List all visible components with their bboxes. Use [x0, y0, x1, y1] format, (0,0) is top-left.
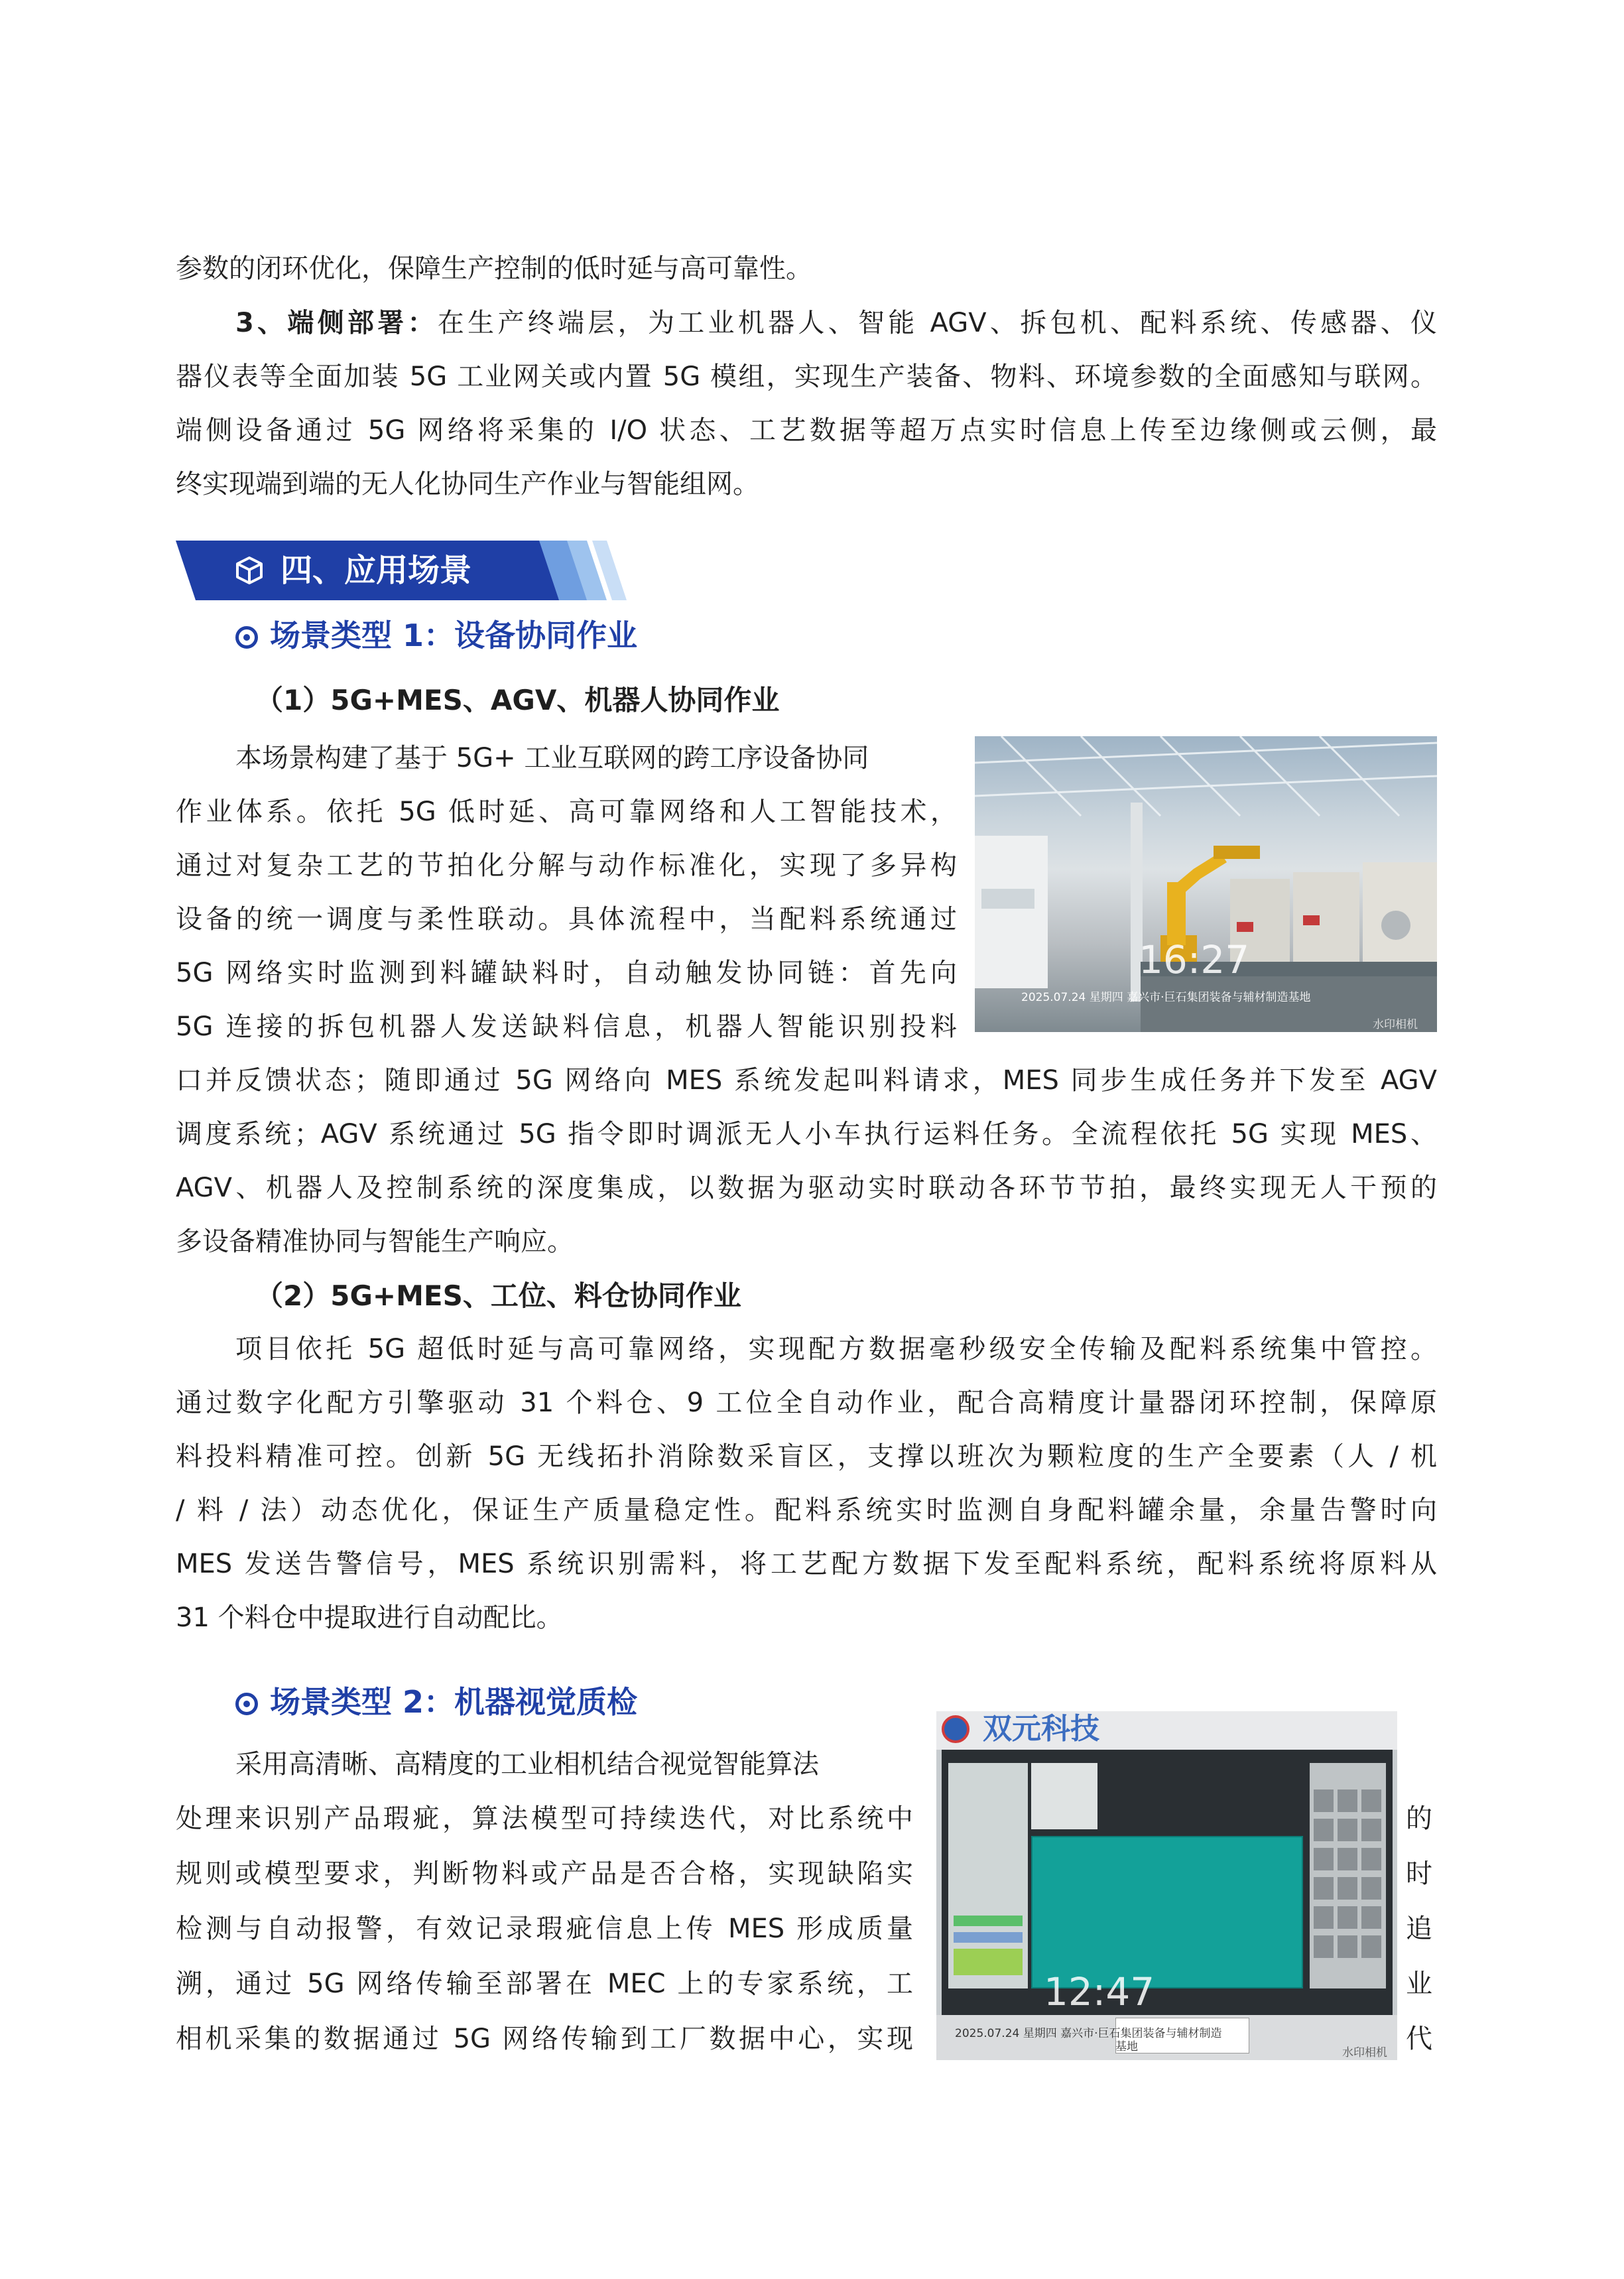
scene-1-para-1-line-7: 口并反馈状态；随即通过 5G 网络向 MES 系统发起叫料请求，MES 同步生成任务并下发至 AGV: [176, 1065, 1437, 1096]
intro-line-2: 器仪表等全面加装 5G 工业网关或内置 5G 模组，实现生产装备、物料、环境参数的全面感知与联网。: [176, 361, 1437, 392]
scene-1-para-1-line-5: 5G 网络实时监测到料罐缺料时，自动触发协同链：首先向: [176, 958, 957, 988]
scene-1-para-2-line-1: 项目依托 5G 超低时延与高可靠网络，实现配方数据毫秒级安全传输及配料系统集中管控。: [235, 1334, 1437, 1364]
monitor-info-panel: [1031, 1763, 1097, 1829]
scene-2-line-4: 检测与自动报警，有效记录瑕疵信息上传 MES 形成质量: [176, 1914, 913, 1944]
scene-1-para-1-line-10: 多设备精准协同与智能生产响应。: [176, 1226, 574, 1257]
scene-1-para-1-line-6: 5G 连接的拆包机器人发送缺料信息，机器人智能识别投料: [176, 1011, 957, 1042]
intro-item-3-text: 在生产终端层，为工业机器人、智能 AGV、拆包机、配料系统、传感器、仪: [437, 308, 1437, 338]
photo-2-clock: 12:47: [1044, 1969, 1155, 2014]
scene-1-para-2-line-3: 料投料精准可控。创新 5G 无线拓扑消除数采盲区，支撑以班次为颗粒度的生产全要素（人 / 机: [176, 1441, 1437, 1472]
robot-workshop-scene: [975, 736, 1437, 1032]
intro-item-3-label: 3、端侧部署：: [235, 308, 438, 338]
scene-2-line-2-end: 的: [1406, 1803, 1432, 1834]
scene-2-line-6-end: 代: [1406, 2024, 1432, 2054]
scene-2-line-5: 溯，通过 5G 网络传输至部署在 MEC 上的专家系统，工: [176, 1969, 913, 1999]
photo-2-watermark: 水印相机: [1342, 2046, 1387, 2059]
photo-1-watermark: 水印相机: [1373, 1018, 1418, 1031]
scene-1-title: [235, 617, 637, 654]
scene-2-line-2: 处理来识别产品瑕疵，算法模型可持续迭代，对比系统中: [176, 1803, 913, 1834]
scene-1-para-1-line-1: 本场景构建了基于 5G+ 工业互联网的跨工序设备协同: [235, 743, 869, 773]
scene-1-title-text: 场景类型 1：设备协同作业: [270, 618, 638, 653]
scene-1-para-2-line-5: MES 发送告警信号，MES 系统识别需料，将工艺配方数据下发至配料系统，配料系统将原料从: [176, 1549, 1437, 1579]
scene-1-para-2-line-2: 通过数字化配方引擎驱动 31 个料仓、9 工位全自动作业，配合高精度计量器闭环控制，保障原: [176, 1388, 1437, 1418]
scene-2-line-6: 相机采集的数据通过 5G 网络传输到工厂数据中心，实现: [176, 2024, 913, 2054]
cube-icon: [234, 555, 265, 586]
photo-2-caption-line-1: 2025.07.24 星期四 嘉兴市·巨石集团装备与辅材制造: [955, 2027, 1222, 2040]
monitor-defect-view: [1031, 1836, 1303, 1988]
photo-1-clock: 16:27: [1139, 937, 1250, 982]
section-banner: [176, 541, 627, 600]
intro-item-3: [235, 306, 1437, 340]
section-title: 四、应用场景: [281, 552, 472, 589]
photo-1-caption: 2025.07.24 星期四 嘉兴市·巨石集团装备与辅材制造基地: [1021, 991, 1311, 1004]
scene-2-title-text: 场景类型 2：机器视觉质检: [270, 1684, 638, 1720]
scene-1-para-1-line-9: AGV、机器人及控制系统的深度集成，以数据为驱动实时联动各环节节拍，最终实现无人干预的: [176, 1173, 1437, 1203]
brand-name: 双元科技: [983, 1712, 1099, 1746]
brand-strip: [936, 1711, 1397, 1750]
brand-logo-icon: [942, 1715, 969, 1743]
monitor-left-panel: [948, 1763, 1028, 1988]
scene-1-subtitle-2: （2）5G+MES、工位、料仓协同作业: [255, 1279, 741, 1312]
monitor-thumbnail-grid: [1310, 1763, 1386, 1988]
target-icon: [235, 1693, 258, 1715]
scene-2-line-3-end: 时: [1406, 1858, 1432, 1889]
scene-2-line-1: 采用高清晰、高精度的工业相机结合视觉智能算法: [235, 1749, 819, 1780]
intro-line-4: 终实现端到端的无人化协同生产作业与智能组网。: [176, 469, 759, 499]
scene-2-title: [235, 1683, 637, 1721]
intro-line-1: 参数的闭环优化，保障生产控制的低时延与高可靠性。: [176, 253, 812, 284]
scene-1-para-1-line-3: 通过对复杂工艺的节拍化分解与动作标准化，实现了多异构: [176, 850, 957, 881]
robot-workshop-photo: [975, 736, 1437, 1032]
target-icon: [235, 626, 258, 649]
scene-1-para-1-line-2: 作业体系。依托 5G 低时延、高可靠网络和人工智能技术，: [176, 797, 957, 827]
scene-2-line-3: 规则或模型要求，判断物料或产品是否合格，实现缺陷实: [176, 1858, 913, 1889]
scene-1-para-1-line-4: 设备的统一调度与柔性联动。具体流程中，当配料系统通过: [176, 904, 957, 935]
scene-2-line-4-end: 追: [1406, 1914, 1432, 1944]
monitor-screen: [942, 1750, 1393, 2015]
photo-2-caption-line-2: 基地: [1115, 2040, 1138, 2053]
scene-1-subtitle-1: （1）5G+MES、AGV、机器人协同作业: [255, 684, 780, 716]
vision-inspection-photo: [936, 1711, 1397, 2060]
scene-1-para-2-line-6: 31 个料仓中提取进行自动配比。: [176, 1602, 563, 1633]
intro-line-3: 端侧设备通过 5G 网络将采集的 I/O 状态、工艺数据等超万点实时信息上传至边缘侧或云侧，最: [176, 415, 1437, 446]
scene-2-line-5-end: 业: [1406, 1969, 1432, 1999]
scene-1-para-2-line-4: / 料 / 法）动态优化，保证生产质量稳定性。配料系统实时监测自身配料罐余量，余量告警时向: [176, 1495, 1437, 1526]
scene-1-para-1-line-8: 调度系统；AGV 系统通过 5G 指令即时调派无人小车执行运料任务。全流程依托 5G 实现 MES、: [176, 1119, 1437, 1149]
